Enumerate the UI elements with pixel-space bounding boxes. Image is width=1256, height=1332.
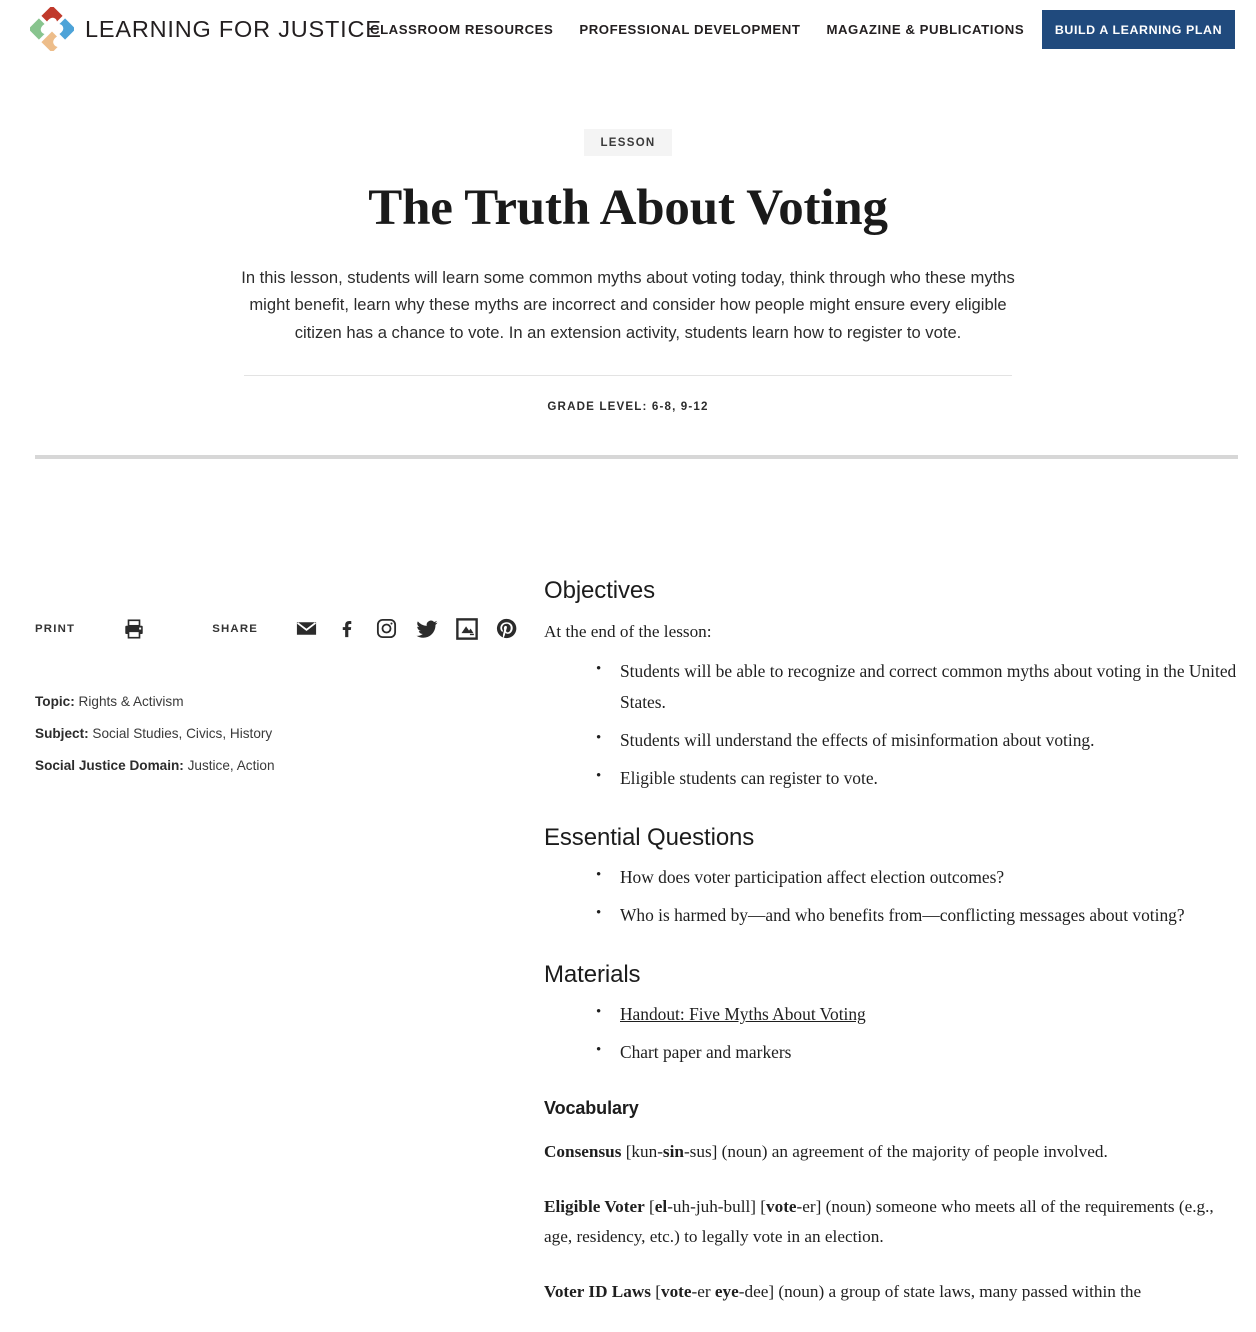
- meta-row: [35, 691, 455, 712]
- hero-divider: [244, 375, 1012, 376]
- section-divider-bar: [35, 455, 1238, 459]
- nav-classroom-resources[interactable]: CLASSROOM RESOURCES: [370, 21, 554, 37]
- nav-professional-development[interactable]: PROFESSIONAL DEVELOPMENT: [579, 21, 801, 37]
- essential-questions-list: [544, 862, 1244, 931]
- list-item: • How does voter participation affect election outcomes?: [604, 862, 1244, 893]
- share-label: SHARE: [212, 622, 259, 635]
- meta-domain-value[interactable]: Justice, Action: [187, 757, 275, 773]
- social-share-icons: [295, 617, 518, 641]
- meta-topic-key: Topic:: [35, 693, 75, 709]
- materials-list: [544, 999, 1244, 1068]
- vocab-pron-before: [: [644, 1196, 655, 1216]
- vocab-stress-2: vote: [766, 1196, 797, 1216]
- objectives-list: [544, 656, 1244, 794]
- vocab-term: Eligible Voter: [544, 1196, 645, 1216]
- list-item: • Who is harmed by—and who benefits from—conflicting messages about voting?: [604, 900, 1244, 931]
- nav-magazine-publications[interactable]: MAGAZINE & PUBLICATIONS: [826, 21, 1025, 37]
- list-item: [604, 999, 1244, 1030]
- vocab-stress: sin: [662, 1142, 684, 1162]
- vocab-term: Voter ID Laws: [544, 1282, 651, 1302]
- lesson-metadata: [35, 691, 455, 776]
- vocab-stress: vote: [660, 1282, 692, 1302]
- vocab-term: Consensus: [544, 1142, 622, 1162]
- email-icon[interactable]: [295, 617, 318, 640]
- vocab-stress-2: eye: [714, 1282, 739, 1302]
- facebook-icon[interactable]: [335, 617, 358, 640]
- vocab-pron-mid: -er: [691, 1282, 715, 1302]
- meta-row: [35, 755, 455, 776]
- vocab-pron-before: [: [650, 1282, 661, 1302]
- vocabulary-heading: Vocabulary: [544, 1098, 639, 1119]
- meta-topic-value[interactable]: Rights & Activism: [78, 693, 184, 709]
- vocab-definition: -er] (noun) someone who meets all of the requirements (e.g., age, residency, etc.) to legally vote in an election.: [544, 1196, 1214, 1247]
- page-title: The Truth About Voting: [368, 180, 888, 236]
- list-item: • Eligible students can register to vote.: [604, 763, 1244, 794]
- vocab-stress: el: [654, 1196, 668, 1216]
- list-item: • Students will be able to recognize and correct common myths about voting in the United States.: [604, 656, 1244, 718]
- vocab-pron-before: [kun-: [621, 1142, 663, 1162]
- pinterest-icon[interactable]: [495, 617, 518, 640]
- grade-level-label: GRADE LEVEL: 6-8, 9-12: [547, 399, 709, 413]
- build-a-learning-plan-button[interactable]: BUILD A LEARNING PLAN: [1042, 10, 1235, 49]
- meta-subject-key: Subject:: [35, 725, 89, 741]
- vocabulary-entry: [544, 1137, 1244, 1168]
- vocab-definition: -dee] (noun) a group of state laws, many passed within the: [738, 1282, 1142, 1302]
- objectives-lead: At the end of the lesson:: [544, 621, 712, 641]
- essential-questions-heading: Essential Questions: [544, 824, 755, 852]
- meta-row: [35, 723, 455, 744]
- instagram-icon[interactable]: [375, 617, 398, 640]
- list-item: • Chart paper and markers: [604, 1037, 1244, 1068]
- utility-rail: [35, 614, 455, 787]
- brand-wordmark: LEARNING FOR JUSTICE: [85, 15, 382, 42]
- vocab-pron-mid: -uh-juh-bull] [: [667, 1196, 766, 1216]
- content-type-badge: LESSON: [584, 129, 671, 156]
- share-row: [35, 614, 455, 644]
- main-navigation: [370, 0, 1024, 58]
- meta-domain-key: Social Justice Domain:: [35, 757, 184, 773]
- list-item: • Students will understand the effects of misinformation about voting.: [604, 725, 1244, 756]
- meta-subject-value[interactable]: Social Studies, Civics, History: [92, 725, 273, 741]
- print-label: PRINT: [35, 622, 76, 635]
- site-header: [0, 0, 1256, 58]
- printer-icon[interactable]: [123, 618, 145, 640]
- vocabulary-entry: [544, 1277, 1244, 1308]
- brand-home-link[interactable]: [30, 7, 382, 51]
- lesson-article: [544, 577, 1244, 1332]
- twitter-icon[interactable]: [415, 617, 439, 641]
- materials-heading: Materials: [544, 961, 641, 989]
- vocab-definition: -sus] (noun) an agreement of the majority of people involved.: [683, 1142, 1108, 1162]
- vocabulary-entry: [544, 1192, 1244, 1253]
- handout-link[interactable]: Handout: Five Myths About Voting: [620, 1004, 866, 1025]
- lesson-hero: [0, 58, 1256, 459]
- photo-box-icon[interactable]: [456, 618, 478, 640]
- four-hands-diamond-logo-icon: [30, 7, 74, 51]
- lesson-description: In this lesson, students will learn some common myths about voting today, think through who these myths might benefit, learn why these myths are incorrect and consider how people might ensure every eligible citizen has a chance to vote. In an extension activity, students learn how to register to vote.: [241, 267, 1015, 342]
- objectives-heading: Objectives: [544, 576, 656, 604]
